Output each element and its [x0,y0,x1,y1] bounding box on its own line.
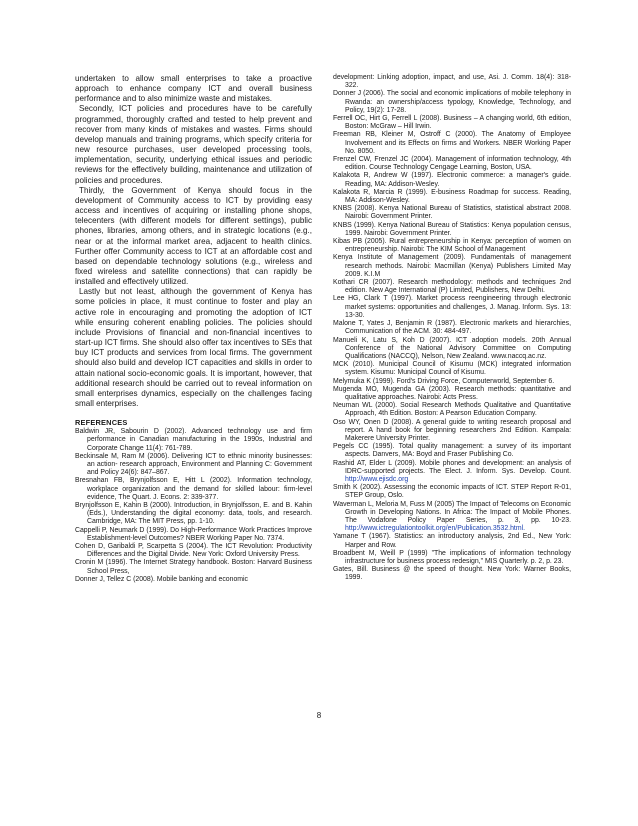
reference-text: Yamane T (1967). Statistics: an introductory analysis, 2nd Ed., New York: Harper and Row. [333,533,571,549]
reference-item [333,337,571,362]
reference-text: Manueli K, Latu S, Koh D (2007). ICT adoption models. 20th Annual Conference of the National Advisory Committee on Computing Qualifications (NACCQ), Nelson, New Zealand. www.naccq.ac.nz. [333,336,571,360]
reference-link[interactable]: http://www.ejisdc.org [345,475,409,483]
reference-item [333,550,571,566]
reference-text: Mugenda MO, Mugenda GA (2003). Research methods: quantitative and qualitative approaches. Nairobi: Acts Press. [333,385,571,401]
left-column [75,74,312,584]
reference-item: Beckinsale M, Ram M (2006). Delivering ICT to ethnic minority businesses: an action- research approach, Environment and Planning C: Government and Policy 24(6): 847–867. [75,452,312,477]
reference-item: Bresnahan FB, Brynjolfsson E, Hitt L (2002). Information technology, workplace organization and the demand for skilled labour: firm-level evidence, The Quart. J. Econs. 2: 339-377. [75,477,312,501]
reference-text: development: Linking adoption, impact, and use, Asi. J. Comm. 18(4): 318-322. [333,74,571,90]
reference-item: Cappelli P, Neumark D (1999). Do High-Performance Work Practices Improve Establishment-level Outcomes? NBER Working Paper No. 7374. [75,526,312,542]
reference-text: Kalakota R, Marcia R (1999). E-business Roadmap for success. Reading, MA: Addison-Wesley. [333,188,571,205]
reference-text: Waverman L, Meloria M, Fuss M (2005) The Impact of Telecoms on Economic Growth in Developing Nations. In Africa: The Impact of Mobile Phones. The Vodafone Policy Paper Series, p. 3, pp. 10-23. [333,500,571,524]
reference-text: Kothari CR (2007). Research methodology: methods and techniques 2nd edition. New Age International (P) Limited, Publishers, New Delhi. [333,279,571,295]
reference-text: Neuman WL (2000). Social Research Methods Qualitative and Quantitative Approach, 4th Edition. Boston: A Pearson Education Company. [333,402,571,418]
reference-item [333,222,571,238]
reference-text: Kenya Institute of Management (2009). Fundamentals of management research methods. Nairobi: Macmillan (Kenya) Publishers Limited May 2009. K.I.M [333,254,571,278]
reference-item [333,419,571,444]
reference-item [333,361,571,377]
reference-text: Gates, Bill. Business @ the speed of thought. New York: Warner Books, 1999. [333,566,571,582]
reference-item [333,460,571,485]
reference-link[interactable]: http://www.ictregulationtoolkit.org/en/Publication.3532.html. [345,525,526,533]
reference-item [333,115,571,131]
reference-item: Donner J, Tellez C (2008). Mobile banking and economic [75,575,248,583]
reference-text: KNBS (1999). Kenya National Bureau of Statistics: Kenya population census, 1999. Nairobi: Government Printer. [333,221,571,237]
reference-item [333,205,571,221]
reference-item: Cohen D, Garibaldi P, Scarpetta S (2004). The ICT Revolution: Productivity Differences and the Digital Divide. New York: Oxford University Press. [75,543,312,559]
paragraph: Secondly, ICT policies and procedures have to be carefully programmed, thoroughly crafted and tested to help prevent and recover from many kinds of mistakes and wastes. Firms should develop manuals and training programs, which specify criteria for new resource purchases, user developed processing tools, implementation, security, underlying ethical issues and periodic reviews for the effectively building, maintenance and utilization of policies and procedures. [75,104,312,185]
page-number: 8 [316,711,322,720]
reference-item [333,533,571,549]
reference-list-left [75,428,312,584]
reference-text: Rashid AT, Elder L (2009). Mobile phones and development: an analysis of IDRC-supported projects. The Elect. J. Inform. Sys. Develop. Count. [333,459,571,475]
reference-text: Smith K (2002). Assessing the economic impacts of ICT. STEP Report R-01, STEP Group, Oslo. [333,484,571,500]
reference-item [333,74,571,90]
reference-item [333,320,571,336]
reference-text: KNBS (2008). Kenya National Bureau of Statistics, statistical abstract 2008. Nairobi: Government Printer. [333,205,571,221]
reference-text: Frenzel CW, Frenzel JC (2004). Management of information technology, 4th edition. Course Technology Cengage Learning, Boston, USA. [333,156,571,172]
reference-item [333,378,571,386]
reference-text: Lee HG, Clark T (1997). Market process reengineering through electronic market systems: opportunities and challenges, J. Manag. Inform. Sys. 13: 13-30. [333,295,571,319]
reference-item: Baldwin JR, Sabourin D (2002). Advanced technology use and firm performance in Canadian manufacturing in the 1990s, Industrial and Corporate Change 11(4): 761-789. [75,428,312,452]
references-heading: REFERENCES [75,418,128,428]
reference-text: Malone T, Yates J, Benjamin R (1987). Electronic markets and hierarchies, Communication of the ACM. 30: 484-497. [333,320,571,336]
reference-text: MCK (2010). Municipal Council of Kisumu (MCK) integrated information system. Kisumu: Municipal Council of Kisumu. [333,361,571,377]
reference-item [333,402,571,418]
reference-item [333,131,571,156]
paragraph: Thirdly, the Government of Kenya should focus in the development of Community access to ICT by providing easy access and incentives of acquiring or installing phone shops, telecenters (with different models for different settings), public phones, libraries, among others, and in strategic locations (e.g., near or at the informal market area, adjacent to health clinics. Further offer Community access to ICT at an affordable cost and based on dependable technology solutions (e.g., wireless and fixed wireless and satellite connections) that can rapidly be installed and effectively utilized. [75,185,312,287]
reference-text: Broadbent M, Weill P (1999) "The implications of information technology infrastructure for business process redesign," MIS Quarterly. p. 2, p. 23. [333,549,571,565]
paragraph: Lastly but not least, although the government of Kenya has some policies in place, it must continue to foster and play an active role in encouraging and promoting the adoption of ICT while ensuring coherent enabling policies. The policies should include Provisions of financial and non-financial incentives to start-up ICT firms. She should also offer tax incentives to SEs that buy ICT products and services from local firms. The government should also build and develop ICT capacities and skills in order to attain national socio-economic goals. It is important, however, that additional research should be carried out to reveal information on small enterprises dynamics, especially on the challenges facing small enterprises. [75,287,312,408]
paragraph: undertaken to allow small enterprises to take a proactive approach to enhance company ICT and overall business performance and to also minimize waste and mistakes. [75,74,312,104]
reference-item [333,279,571,295]
reference-item [333,566,571,582]
reference-text: Melymuka K (1999). Ford's Driving Force, Computerworld, September 6. [333,377,555,385]
reference-item [333,443,571,459]
reference-text: Oso WY, Onen D (2008). A general guide to writing research proposal and report. A hand book for beginning researchers 2nd Edition. Kampala: Makerere University Printer. [333,418,571,442]
reference-item [333,90,571,115]
reference-item [333,501,571,534]
reference-item [333,295,571,320]
right-column [333,74,571,583]
reference-item [333,254,571,279]
reference-text: Donner J (2006). The social and economic implications of mobile telephony in Rwanda: an ownership/access typology, Knowledge, Technology, and Policy, 19(2): 17-28. [333,90,571,114]
reference-item [333,484,571,500]
reference-text: Kibas PB (2005). Rural entrepreneurship in Kenya: perception of women on entrepreneurship. Nairobi: The KIM School of Management [333,238,571,254]
reference-text: Ferrell OC, Hirt G, Ferrell L (2008). Business – A changing world, 6th edition, Boston: McGraw – Hill Irwin. [333,115,571,131]
reference-item: Cronin M (1996). The Internet Strategy handbook. Boston: Harvard Business School Press, [75,559,312,575]
reference-text: Freeman RB, Kleiner M, Ostroff C (2000). The Anatomy of Employee Involvement and its Effects on firms and Workers. NBER Working Paper No. 8050. [333,131,571,155]
body-text [75,74,312,409]
reference-item [333,156,571,172]
reference-text: Pegels CC (1995). Total quality management: a survey of its important aspects. Danvers, MA: Boyd and Fraser Publishing Co. [333,443,571,459]
reference-list-right [333,74,571,583]
reference-item [333,238,571,254]
reference-text: Kalakota R, Andrew W (1997). Electronic commerce: a manager's guide. Reading, MA: Addison-Wesley. [333,172,571,188]
reference-item [333,386,571,402]
reference-item: Brynjolfsson E, Kahin B (2000). Introduction, in Brynjolfsson, E. and B. Kahin (Eds.), Understanding the digital economy: data, tools, and research. Cambridge, MA: The MIT Press, pp. 1-10. [75,501,312,526]
reference-item [333,172,571,188]
reference-item [333,189,571,205]
